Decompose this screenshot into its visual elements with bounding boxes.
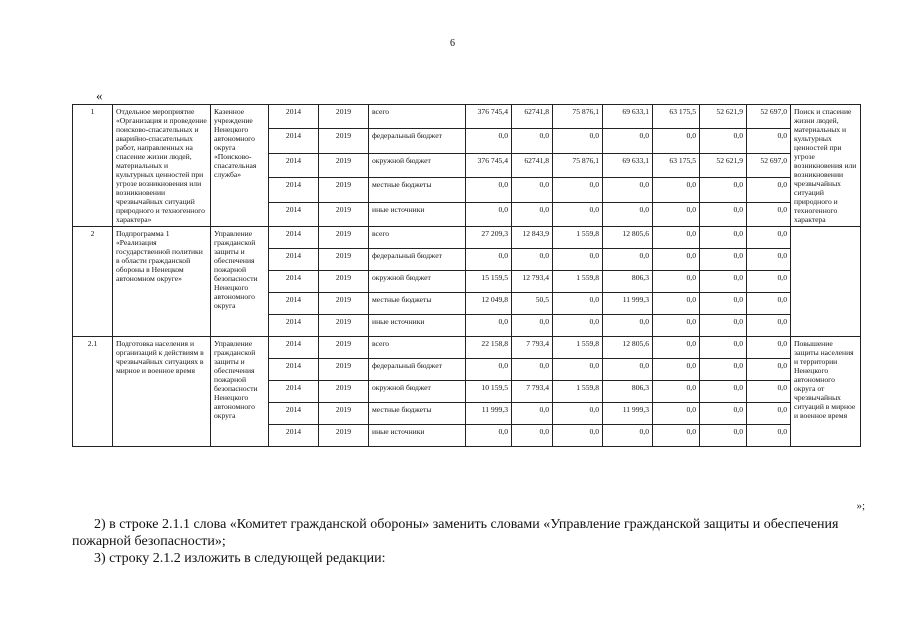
amount-cell: 0,0 — [700, 249, 747, 271]
amount-cell: 0,0 — [512, 425, 553, 447]
amount-cell: 12 805,6 — [603, 227, 653, 249]
amount-cell: 0,0 — [653, 227, 700, 249]
amount-cell: 0,0 — [466, 315, 512, 337]
amount-cell: 0,0 — [512, 249, 553, 271]
start-year: 2014 — [269, 153, 319, 177]
amount-cell: 0,0 — [512, 403, 553, 425]
amount-cell: 0,0 — [747, 403, 791, 425]
paragraph-2: 2) в строке 2.1.1 слова «Комитет гражданской обороны» заменить словами «Управление гражданской защиты и обеспечения — [94, 517, 839, 532]
activity-name: Подготовка населения и организаций к действиям в чрезвычайных ситуациях в мирное и военное время — [113, 337, 211, 447]
funding-source: всего — [369, 105, 466, 129]
amount-cell: 0,0 — [466, 425, 512, 447]
end-year: 2019 — [319, 105, 369, 129]
amount-cell: 0,0 — [603, 425, 653, 447]
amount-cell: 0,0 — [700, 271, 747, 293]
amount-cell: 0,0 — [553, 425, 603, 447]
amount-cell: 0,0 — [553, 129, 603, 153]
amount-cell: 0,0 — [747, 178, 791, 202]
start-year: 2014 — [269, 337, 319, 359]
amount-cell: 806,3 — [603, 381, 653, 403]
funding-source: всего — [369, 227, 466, 249]
amount-cell: 1 559,8 — [553, 271, 603, 293]
funding-source: местные бюджеты — [369, 293, 466, 315]
amount-cell: 0,0 — [553, 249, 603, 271]
end-year: 2019 — [319, 293, 369, 315]
amount-cell: 0,0 — [603, 178, 653, 202]
start-year: 2014 — [269, 381, 319, 403]
amount-cell: 0,0 — [653, 359, 700, 381]
amount-cell: 0,0 — [653, 202, 700, 226]
amount-cell: 0,0 — [653, 271, 700, 293]
amount-cell: 52 697,0 — [747, 153, 791, 177]
executor: Казенное учреждение Ненецкого автономного округа «Поисково-спасательная служба» — [211, 105, 269, 227]
start-year: 2014 — [269, 227, 319, 249]
amount-cell: 0,0 — [700, 227, 747, 249]
program-table — [72, 104, 861, 447]
amount-cell: 62741,8 — [512, 105, 553, 129]
amount-cell: 0,0 — [512, 315, 553, 337]
amount-cell: 0,0 — [747, 425, 791, 447]
amount-cell: 0,0 — [466, 359, 512, 381]
amount-cell: 0,0 — [653, 249, 700, 271]
amount-cell: 1 559,8 — [553, 337, 603, 359]
amount-cell: 0,0 — [653, 178, 700, 202]
opening-quote: « — [96, 88, 103, 103]
row-number: 1 — [73, 105, 113, 227]
start-year: 2014 — [269, 202, 319, 226]
amount-cell: 0,0 — [700, 202, 747, 226]
funding-source: иные источники — [369, 202, 466, 226]
funding-source: федеральный бюджет — [369, 129, 466, 153]
row-number: 2.1 — [73, 337, 113, 447]
amount-cell: 0,0 — [700, 129, 747, 153]
amount-cell: 806,3 — [603, 271, 653, 293]
end-year: 2019 — [319, 249, 369, 271]
amount-cell: 52 697,0 — [747, 105, 791, 129]
amount-cell: 0,0 — [466, 249, 512, 271]
amount-cell: 0,0 — [700, 337, 747, 359]
amount-cell: 12 049,8 — [466, 293, 512, 315]
amount-cell: 11 999,3 — [466, 403, 512, 425]
amount-cell: 0,0 — [747, 129, 791, 153]
amount-cell: 0,0 — [553, 178, 603, 202]
amount-cell: 0,0 — [747, 315, 791, 337]
amount-cell: 0,0 — [653, 403, 700, 425]
amount-cell: 0,0 — [512, 129, 553, 153]
start-year: 2014 — [269, 403, 319, 425]
funding-source: местные бюджеты — [369, 178, 466, 202]
amount-cell: 0,0 — [553, 359, 603, 381]
amount-cell: 0,0 — [512, 178, 553, 202]
amount-cell: 0,0 — [603, 129, 653, 153]
funding-source: окружной бюджет — [369, 381, 466, 403]
amount-cell: 0,0 — [653, 315, 700, 337]
executor: Управление гражданской защиты и обеспечения пожарной безопасности Ненецкого автономного округа — [211, 227, 269, 337]
start-year: 2014 — [269, 315, 319, 337]
amount-cell: 0,0 — [747, 271, 791, 293]
amount-cell: 376 745,4 — [466, 153, 512, 177]
amount-cell: 10 159,5 — [466, 381, 512, 403]
amount-cell: 12 843,9 — [512, 227, 553, 249]
end-year: 2019 — [319, 202, 369, 226]
amount-cell: 0,0 — [700, 178, 747, 202]
amount-cell: 0,0 — [653, 337, 700, 359]
amount-cell: 0,0 — [747, 249, 791, 271]
funding-source: окружной бюджет — [369, 271, 466, 293]
page-number: 6 — [450, 38, 455, 49]
amount-cell: 0,0 — [653, 293, 700, 315]
row-number: 2 — [73, 227, 113, 337]
amount-cell: 0,0 — [700, 403, 747, 425]
funding-source: окружной бюджет — [369, 153, 466, 177]
amount-cell: 0,0 — [653, 129, 700, 153]
amount-cell: 22 158,8 — [466, 337, 512, 359]
amount-cell: 69 633,1 — [603, 153, 653, 177]
amount-cell: 15 159,5 — [466, 271, 512, 293]
end-year: 2019 — [319, 153, 369, 177]
start-year: 2014 — [269, 178, 319, 202]
amount-cell: 0,0 — [700, 315, 747, 337]
funding-source: иные источники — [369, 425, 466, 447]
amount-cell: 63 175,5 — [653, 153, 700, 177]
funding-source: всего — [369, 337, 466, 359]
end-year: 2019 — [319, 337, 369, 359]
end-year: 2019 — [319, 178, 369, 202]
amount-cell: 12 805,6 — [603, 337, 653, 359]
amount-cell: 1 559,8 — [553, 227, 603, 249]
end-year: 2019 — [319, 359, 369, 381]
amount-cell: 27 209,3 — [466, 227, 512, 249]
amount-cell: 12 793,4 — [512, 271, 553, 293]
expected-result — [791, 227, 861, 337]
end-year: 2019 — [319, 381, 369, 403]
amount-cell: 62741,8 — [512, 153, 553, 177]
end-year: 2019 — [319, 403, 369, 425]
expected-result: Поиск и спасение жизни людей, материальных и культурных ценностей при угрозе возникновения или возникновении чрезвычайных ситуаций природного и техногенного характера — [791, 105, 861, 227]
amount-cell: 0,0 — [466, 202, 512, 226]
amount-cell: 0,0 — [700, 425, 747, 447]
start-year: 2014 — [269, 105, 319, 129]
amount-cell: 0,0 — [747, 337, 791, 359]
amount-cell: 75 876,1 — [553, 153, 603, 177]
amount-cell: 0,0 — [747, 227, 791, 249]
amount-cell: 0,0 — [747, 359, 791, 381]
end-year: 2019 — [319, 271, 369, 293]
paragraph-2-continued: пожарной безопасности»; — [72, 534, 226, 549]
amount-cell: 0,0 — [603, 249, 653, 271]
amount-cell: 0,0 — [512, 359, 553, 381]
amount-cell: 0,0 — [466, 129, 512, 153]
amount-cell: 52 621,9 — [700, 105, 747, 129]
amount-cell: 1 559,8 — [553, 381, 603, 403]
start-year: 2014 — [269, 293, 319, 315]
funding-source: федеральный бюджет — [369, 249, 466, 271]
start-year: 2014 — [269, 129, 319, 153]
closing-quote: »; — [856, 500, 865, 512]
funding-source: местные бюджеты — [369, 403, 466, 425]
amount-cell: 0,0 — [553, 202, 603, 226]
amount-cell: 50,5 — [512, 293, 553, 315]
amount-cell: 0,0 — [700, 293, 747, 315]
start-year: 2014 — [269, 271, 319, 293]
table-row — [73, 337, 861, 359]
amount-cell: 69 633,1 — [603, 105, 653, 129]
amount-cell: 75 876,1 — [553, 105, 603, 129]
activity-name: Подпрограмма 1 «Реализация государственной политики в области гражданской обороны в Ненецком автономном округе» — [113, 227, 211, 337]
start-year: 2014 — [269, 359, 319, 381]
amount-cell: 0,0 — [466, 178, 512, 202]
amount-cell: 0,0 — [700, 359, 747, 381]
activity-name: Отдельное мероприятие «Организация и проведение поисково-спасательных и аварийно-спасательных работ, направленных на спасение жизни людей, материальных и культурных ценностей при угрозе возникновения или возникновении чрезвычайных ситуаций природного и техногенного характера» — [113, 105, 211, 227]
amount-cell: 0,0 — [747, 381, 791, 403]
amount-cell: 0,0 — [553, 293, 603, 315]
paragraph-3: 3) строку 2.1.2 изложить в следующей редакции: — [94, 551, 386, 566]
amount-cell: 11 999,3 — [603, 293, 653, 315]
table-row — [73, 105, 861, 129]
executor: Управление гражданской защиты и обеспечения пожарной безопасности Ненецкого автономного округа — [211, 337, 269, 447]
table-row — [73, 227, 861, 249]
amount-cell: 52 621,9 — [700, 153, 747, 177]
amount-cell: 376 745,4 — [466, 105, 512, 129]
funding-source: федеральный бюджет — [369, 359, 466, 381]
end-year: 2019 — [319, 129, 369, 153]
amount-cell: 7 793,4 — [512, 337, 553, 359]
expected-result: Повышение защиты населения и территории Ненецкого автономного округа от чрезвычайных ситуаций в мирное и военное время — [791, 337, 861, 447]
amount-cell: 11 999,3 — [603, 403, 653, 425]
amount-cell: 0,0 — [603, 202, 653, 226]
amount-cell: 63 175,5 — [653, 105, 700, 129]
amount-cell: 0,0 — [653, 425, 700, 447]
amount-cell: 0,0 — [747, 202, 791, 226]
amount-cell: 0,0 — [603, 315, 653, 337]
amount-cell: 0,0 — [553, 315, 603, 337]
amount-cell: 7 793,4 — [512, 381, 553, 403]
amount-cell: 0,0 — [603, 359, 653, 381]
end-year: 2019 — [319, 315, 369, 337]
amount-cell: 0,0 — [747, 293, 791, 315]
amount-cell: 0,0 — [512, 202, 553, 226]
start-year: 2014 — [269, 249, 319, 271]
amount-cell: 0,0 — [700, 381, 747, 403]
end-year: 2019 — [319, 425, 369, 447]
start-year: 2014 — [269, 425, 319, 447]
end-year: 2019 — [319, 227, 369, 249]
amount-cell: 0,0 — [653, 381, 700, 403]
funding-source: иные источники — [369, 315, 466, 337]
amount-cell: 0,0 — [553, 403, 603, 425]
